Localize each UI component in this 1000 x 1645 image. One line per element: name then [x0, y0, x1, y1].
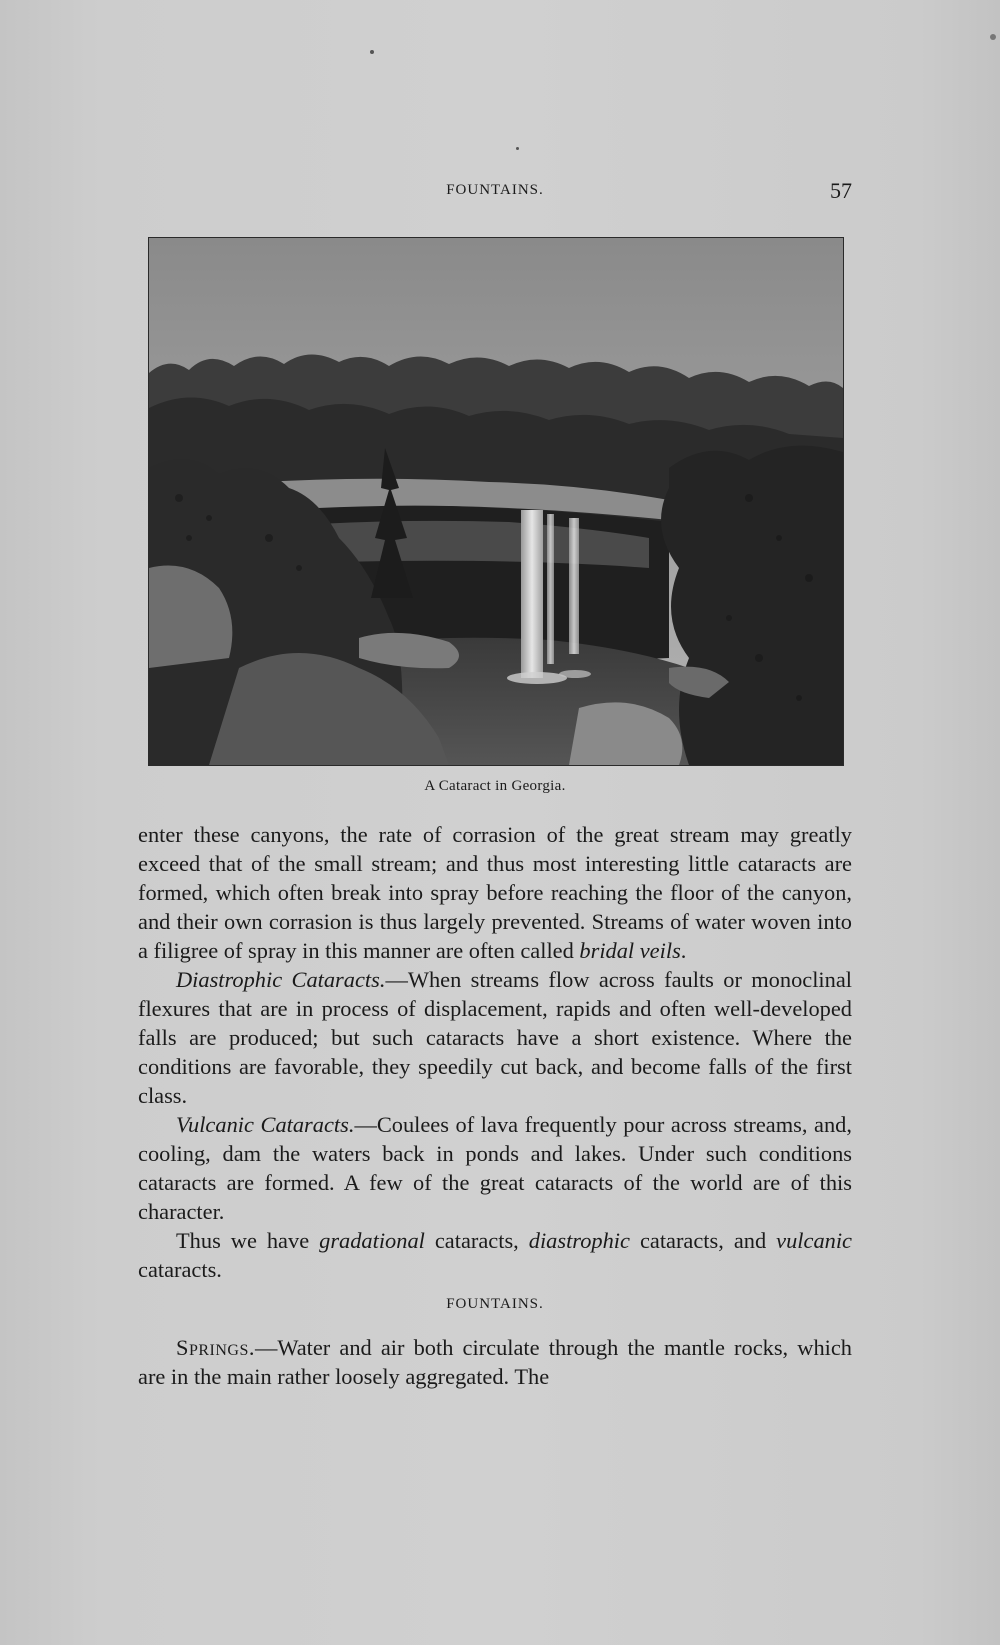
paragraph-text: —When streams flow across faults or monoclinal flexures that are in process of displacement, rapids and often well-developed falls are produced; but such cataracts have a short existence. Where the conditions are favorable, they speedily cut back, and become falls of the first class. — [138, 967, 852, 1108]
summary-text-2: cataracts, — [424, 1228, 529, 1253]
emphasis-diastrophic: diastrophic — [528, 1228, 630, 1253]
emphasis-bridal-veils: bridal veils — [579, 938, 681, 963]
summary-text-1: Thus we have — [176, 1228, 320, 1253]
photo-plate — [148, 237, 844, 766]
page-number: 57 — [830, 178, 852, 203]
paragraph-springs — [138, 1333, 852, 1391]
paragraph-text: —Coulees of lava frequently pour across streams, and, cooling, dam the waters back in ponds and lakes. Under such conditions cataracts are formed. A few of the great cataracts of the world are of this character. — [138, 1112, 852, 1224]
paragraph-text: enter these canyons, the rate of corrasion of the great stream may greatly exceed that of the small stream; and thus most interesting little cataracts are formed, which often break into spray before reaching the floor of the canyon, and their own corrasion is thus largely prevented. Streams of water woven into a filigree of spray in this manner are often called — [138, 822, 852, 963]
paper-speck — [516, 147, 519, 150]
summary-text-3: cataracts, and — [629, 1228, 777, 1253]
body-text — [138, 820, 852, 1391]
lead-vulcanic-cataracts: Vulcanic Cataracts. — [176, 1112, 355, 1137]
paragraph-tail: . — [680, 938, 687, 963]
paragraph-canyons — [138, 820, 852, 965]
figure-caption: A Cataract in Georgia. — [424, 778, 566, 794]
lead-springs: Springs. — [176, 1335, 255, 1360]
paragraph-text: —Water and air both circulate through the mantle rocks, which are in the main rather loosely aggregated. The — [138, 1335, 852, 1389]
paragraph-summary — [138, 1226, 852, 1284]
summary-text-4: cataracts. — [138, 1257, 222, 1282]
waterfall-photo — [149, 238, 843, 765]
running-head — [138, 178, 852, 204]
running-title: FOUNTAINS. — [446, 182, 544, 198]
emphasis-gradational: gradational — [319, 1228, 425, 1253]
paper-speck — [990, 34, 996, 40]
paragraph-diastrophic — [138, 965, 852, 1110]
paper-speck — [370, 50, 374, 54]
section-heading: FOUNTAINS. — [446, 1296, 544, 1312]
paragraph-vulcanic — [138, 1110, 852, 1226]
emphasis-vulcanic: vulcanic — [776, 1228, 852, 1253]
lead-diastrophic-cataracts: Diastrophic Cataracts. — [176, 967, 386, 992]
